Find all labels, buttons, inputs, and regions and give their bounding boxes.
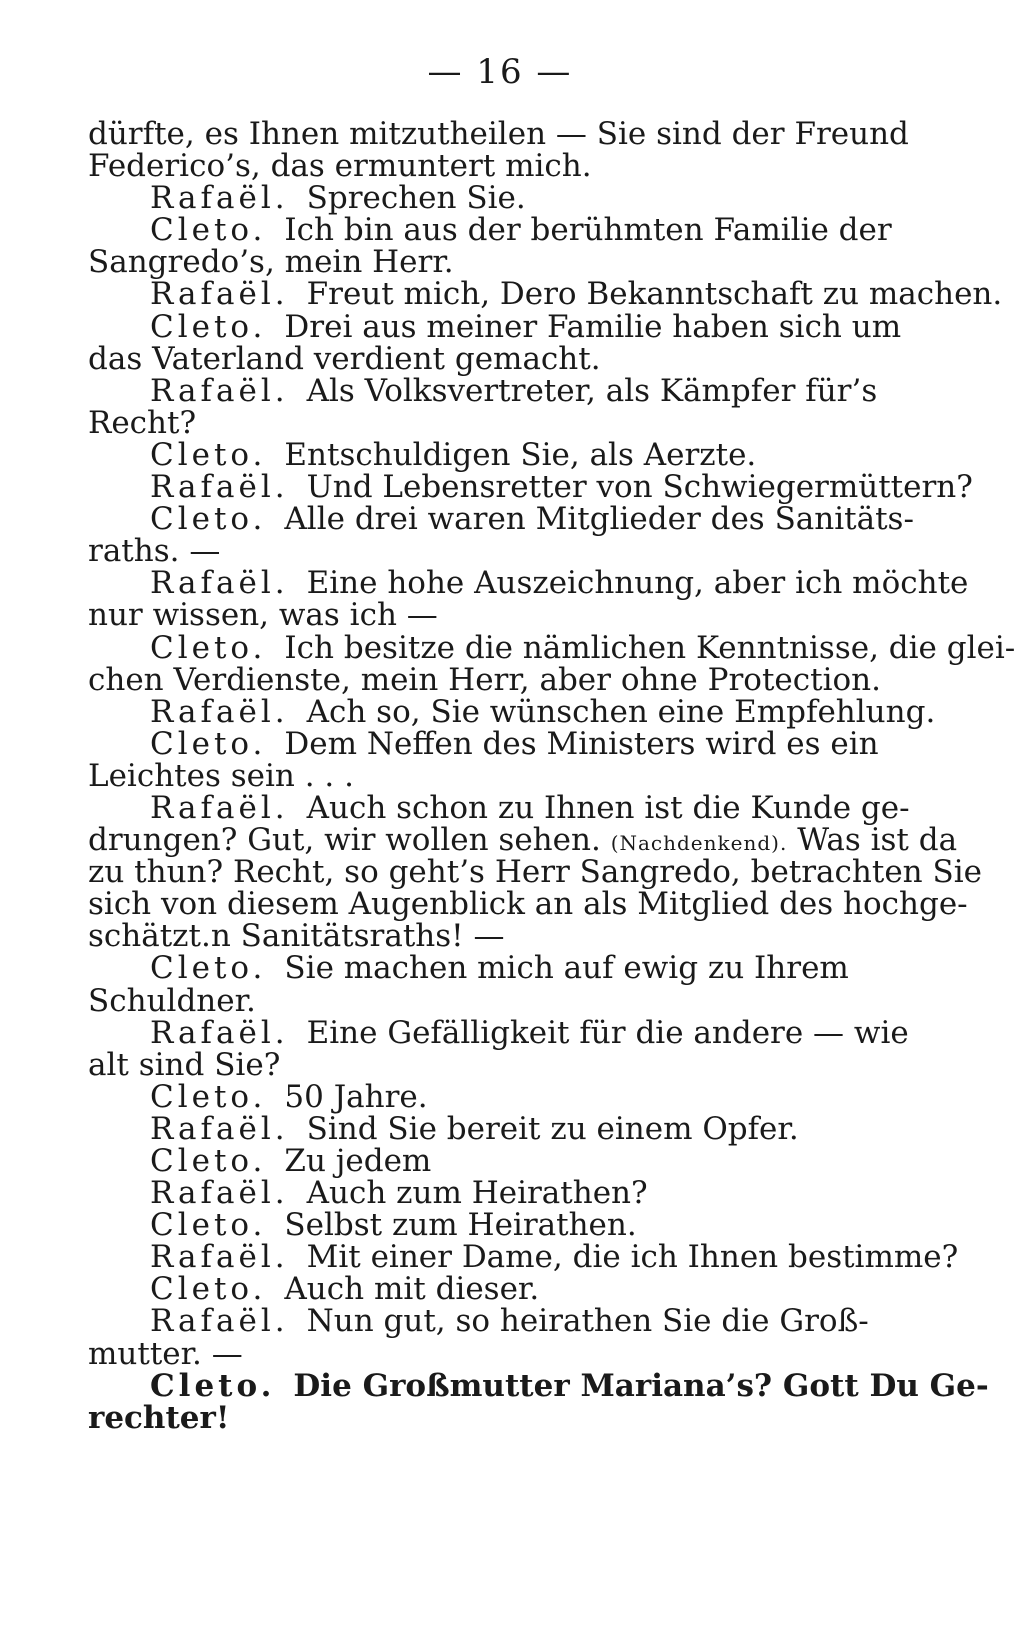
text-line <box>88 436 918 473</box>
speaker-name: Rafaël. <box>150 276 289 313</box>
line-text: Alle drei waren Mitglieder des Sanitäts- <box>284 501 914 538</box>
line-text: sich von diesem Augenblick an als Mitglied des hochge- <box>88 886 968 923</box>
text-line <box>88 501 918 538</box>
text-line <box>88 469 973 506</box>
speaker-name: Cleto. <box>150 212 267 249</box>
line-text: Recht? <box>88 404 197 441</box>
line-text: Freut mich, Dero Bekanntschaft zu machen. <box>306 276 1003 313</box>
text-line <box>88 372 918 409</box>
text-line <box>88 1175 918 1212</box>
text-line <box>88 1110 918 1147</box>
speaker-name: Cleto. <box>150 1078 267 1115</box>
line-text: Entschuldigen Sie, als Aerzte. <box>284 436 757 473</box>
line-text: alt sind Sie? <box>88 1046 281 1083</box>
text-line <box>88 212 918 249</box>
text-line <box>88 789 918 826</box>
text-line <box>88 1078 918 1115</box>
line-text: Sprechen Sie. <box>306 180 526 217</box>
speaker-name: Rafaël. <box>150 1239 289 1276</box>
line-text: Eine hohe Auszeichnung, aber ich möchte <box>306 565 969 602</box>
line-text: Schuldner. <box>88 982 256 1019</box>
line-text: rechter! <box>88 1399 230 1436</box>
text-line <box>88 629 1015 666</box>
speaker-name: Cleto. <box>150 1271 267 1308</box>
line-text: Selbst zum Heirathen. <box>284 1207 637 1244</box>
text-line <box>88 1239 959 1276</box>
line-text: Nun gut, so heirathen Sie die Groß- <box>306 1303 869 1340</box>
line-text: zu thun? Recht, so geht’s Herr Sangredo, betrachten Sie <box>88 854 982 891</box>
line-text: Mit einer Dame, die ich Ihnen bestimme? <box>306 1239 959 1276</box>
speaker-name: Cleto. <box>150 1143 267 1179</box>
text-line <box>88 1303 918 1340</box>
speaker-name: Cleto. <box>150 1367 276 1404</box>
line-text: chen Verdienste, mein Herr, aber ohne Protection. <box>88 661 881 698</box>
speaker-name: Cleto. <box>150 501 267 538</box>
line-text: mutter. — <box>88 1335 243 1372</box>
text-line <box>88 886 968 923</box>
line-text: Eine Gefälligkeit für die andere — wie <box>306 1014 909 1051</box>
line-text: nur wissen, was ich — <box>88 597 438 634</box>
line-text: Als Volksvertreter, als Kämpfer für’s <box>306 372 878 409</box>
page-number: — 16 — <box>427 52 573 92</box>
text-line <box>88 822 958 859</box>
text-line <box>88 404 918 441</box>
speaker-name: Cleto. <box>150 308 267 345</box>
line-text: Sangredo’s, mein Herr. <box>88 244 454 281</box>
line-text: Und Lebensretter von Schwiegermüttern? <box>306 469 973 506</box>
speaker-name: Rafaël. <box>150 180 289 217</box>
line-text: dürfte, es Ihnen mitzutheilen — Sie sind der Freund <box>88 116 909 152</box>
line-text: Auch zum Heirathen? <box>306 1175 648 1212</box>
line-text: Sind Sie bereit zu einem Opfer. <box>306 1110 799 1147</box>
text-line <box>88 565 969 602</box>
text-line <box>88 757 918 794</box>
line-text: Auch schon zu Ihnen ist die Kunde ge- <box>306 789 910 826</box>
speaker-name: Cleto. <box>150 629 267 666</box>
line-text: Federico’s, das ermuntert mich. <box>88 148 592 185</box>
line-text: Drei aus meiner Familie haben sich um <box>284 308 902 345</box>
text-line <box>88 1271 918 1308</box>
speaker-name: Rafaël. <box>150 693 289 730</box>
text-line <box>88 1367 989 1404</box>
speaker-name: Rafaël. <box>150 1175 289 1212</box>
text-line <box>88 308 918 345</box>
speaker-name: Rafaël. <box>150 789 289 826</box>
line-text: Ich bin aus der berühmten Familie der <box>284 212 892 249</box>
text-line <box>88 340 918 377</box>
line-text: Sie machen mich auf ewig zu Ihrem <box>284 950 849 987</box>
text-line <box>88 950 918 987</box>
speaker-name: Cleto. <box>150 436 267 473</box>
speaker-name: Cleto. <box>150 1207 267 1244</box>
text-line <box>88 533 918 570</box>
text-line <box>88 1145 918 1177</box>
line-text: Ach so, Sie wünschen eine Empfehlung. <box>306 693 936 730</box>
line-text: drungen? Gut, wir wollen sehen. <box>88 822 601 859</box>
line-text-continued: Was ist da <box>797 822 958 859</box>
speaker-name: Cleto. <box>150 950 267 987</box>
text-line <box>88 918 918 955</box>
text-line <box>88 180 918 217</box>
line-text: Die Großmutter Mariana’s? Gott Du Ge- <box>293 1367 989 1404</box>
line-text: Dem Neffen des Ministers wird es ein <box>284 725 879 762</box>
speaker-name: Cleto. <box>150 725 267 762</box>
text-line <box>88 244 918 281</box>
text-line <box>88 118 918 150</box>
text-line <box>88 1046 918 1083</box>
text-line <box>88 597 918 634</box>
speaker-name: Rafaël. <box>150 565 289 602</box>
text-line <box>88 661 918 698</box>
text-line <box>88 982 918 1019</box>
line-text: Ich besitze die nämlichen Kenntnisse, die glei- <box>284 629 1015 666</box>
text-line <box>88 148 918 185</box>
text-line <box>88 1207 918 1244</box>
line-text: das Vaterland verdient gemacht. <box>88 340 601 377</box>
speaker-name: Rafaël. <box>150 469 289 506</box>
text-line <box>88 1335 918 1372</box>
text-line <box>88 1014 918 1051</box>
stage-direction: (Nachdenkend). <box>610 831 788 856</box>
speaker-name: Rafaël. <box>150 1303 289 1340</box>
line-text: raths. — <box>88 533 221 570</box>
text-line <box>88 693 936 730</box>
speaker-name: Rafaël. <box>150 372 289 409</box>
text-line <box>88 1399 918 1436</box>
line-text: 50 Jahre. <box>284 1078 428 1115</box>
line-text: Zu jedem <box>284 1143 432 1179</box>
speaker-name: Rafaël. <box>150 1110 289 1147</box>
line-text: schätzt.n Sanitätsraths! — <box>88 918 505 955</box>
line-text: Auch mit dieser. <box>284 1271 540 1308</box>
speaker-name: Rafaël. <box>150 1014 289 1051</box>
text-line <box>88 854 982 891</box>
text-line <box>88 276 1003 313</box>
text-line <box>88 725 918 762</box>
line-text: Leichtes sein . . . <box>88 757 354 794</box>
dialogue-text <box>88 116 1015 1436</box>
